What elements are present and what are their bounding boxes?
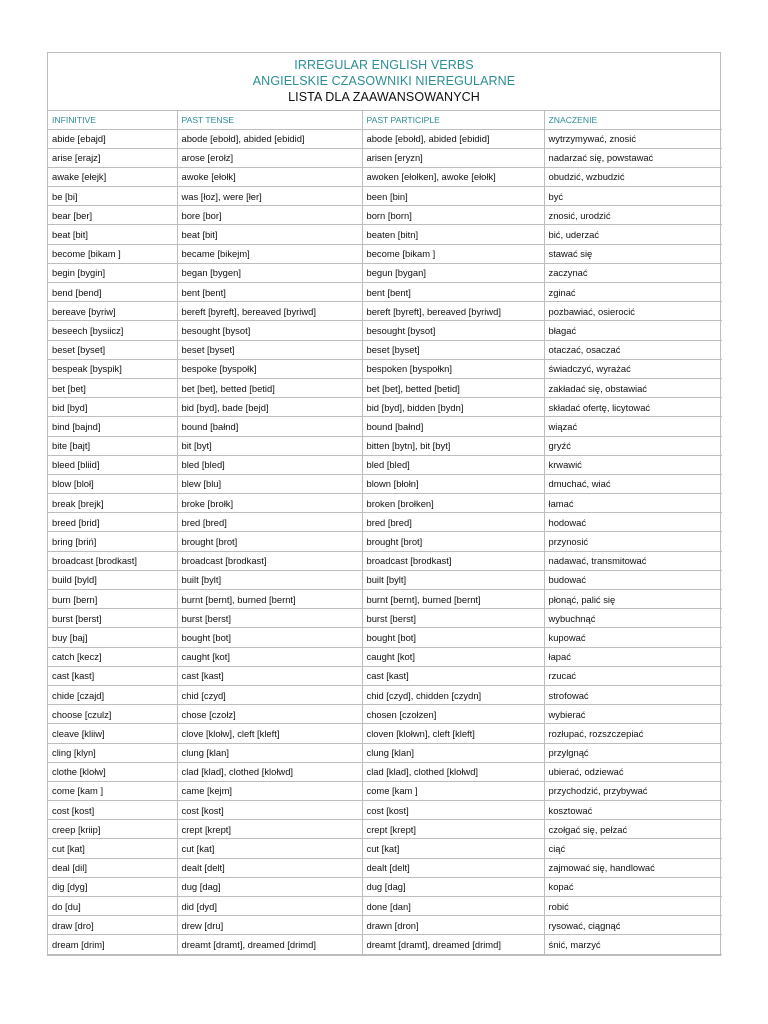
meaning-cell: czołgać się, pełzać: [544, 820, 722, 839]
past-participle-cell: begun [bygan]: [362, 263, 544, 282]
table-row: [48, 398, 722, 417]
past-tense-cell: broadcast [brodkast]: [177, 551, 362, 570]
past-participle-cell: become [bikam ]: [362, 244, 544, 263]
table-row: [48, 206, 722, 225]
table-row: [48, 685, 722, 704]
meaning-cell: rozłupać, rozszczepiać: [544, 724, 722, 743]
meaning-cell: pozbawiać, osierocić: [544, 302, 722, 321]
past-tense-cell: did [dyd]: [177, 897, 362, 916]
past-tense-cell: clung [klan]: [177, 743, 362, 762]
meaning-cell: wybuchnąć: [544, 609, 722, 628]
table-row: [48, 781, 722, 800]
meaning-cell: ciąć: [544, 839, 722, 858]
meaning-cell: zajmować się, handlować: [544, 858, 722, 877]
past-participle-cell: besought [bysot]: [362, 321, 544, 340]
past-tense-cell: beset [byset]: [177, 340, 362, 359]
past-participle-cell: caught [kot]: [362, 647, 544, 666]
infinitive-cell: bite [bajt]: [48, 436, 177, 455]
past-tense-cell: awoke [ełołk]: [177, 167, 362, 186]
past-participle-cell: bereft [byreft], bereaved [byriwd]: [362, 302, 544, 321]
past-participle-cell: chosen [czołzen]: [362, 705, 544, 724]
past-tense-cell: came [kejm]: [177, 781, 362, 800]
table-row: [48, 148, 722, 167]
infinitive-cell: buy [baj]: [48, 628, 177, 647]
infinitive-cell: bind [bajnd]: [48, 417, 177, 436]
past-participle-cell: cost [kost]: [362, 801, 544, 820]
infinitive-cell: deal [dil]: [48, 858, 177, 877]
past-tense-cell: chid [czyd]: [177, 685, 362, 704]
past-tense-cell: bit [byt]: [177, 436, 362, 455]
table-row: [48, 455, 722, 474]
past-participle-cell: bitten [bytn], bit [byt]: [362, 436, 544, 455]
past-participle-cell: cast [kast]: [362, 666, 544, 685]
past-tense-cell: clad [klad], clothed [klołwd]: [177, 762, 362, 781]
meaning-cell: otaczać, osaczać: [544, 340, 722, 359]
infinitive-cell: abide [ebajd]: [48, 129, 177, 148]
title-subtitle: LISTA DLA ZAAWANSOWANYCH: [288, 90, 480, 104]
past-participle-cell: broken [brołken]: [362, 494, 544, 513]
infinitive-cell: broadcast [brodkast]: [48, 551, 177, 570]
infinitive-cell: bring [briń]: [48, 532, 177, 551]
meaning-cell: zakładać się, obstawiać: [544, 378, 722, 397]
past-participle-cell: dealt [delt]: [362, 858, 544, 877]
infinitive-cell: beat [bit]: [48, 225, 177, 244]
infinitive-cell: cost [kost]: [48, 801, 177, 820]
table-row: [48, 705, 722, 724]
past-tense-cell: clove [klołw], cleft [kleft]: [177, 724, 362, 743]
table-row: [48, 436, 722, 455]
header-infinitive: INFINITIVE: [48, 111, 177, 129]
past-participle-cell: bet [bet], betted [betid]: [362, 378, 544, 397]
table-row: [48, 858, 722, 877]
infinitive-cell: beseech [bysiicz]: [48, 321, 177, 340]
past-participle-cell: bought [bot]: [362, 628, 544, 647]
past-tense-cell: dreamt [dramt], dreamed [drimd]: [177, 935, 362, 954]
infinitive-cell: beset [byset]: [48, 340, 177, 359]
past-tense-cell: burnt [bernt], burned [bernt]: [177, 590, 362, 609]
past-tense-cell: cast [kast]: [177, 666, 362, 685]
past-participle-cell: bound [bałnd]: [362, 417, 544, 436]
past-tense-cell: bid [byd], bade [bejd]: [177, 398, 362, 417]
past-participle-cell: burnt [bernt], burned [bernt]: [362, 590, 544, 609]
past-participle-cell: beset [byset]: [362, 340, 544, 359]
past-participle-cell: clad [klad], clothed [klołwd]: [362, 762, 544, 781]
past-tense-cell: broke [brołk]: [177, 494, 362, 513]
past-tense-cell: bought [bot]: [177, 628, 362, 647]
past-tense-cell: cost [kost]: [177, 801, 362, 820]
past-participle-cell: bred [bred]: [362, 513, 544, 532]
table-row: [48, 724, 722, 743]
past-participle-cell: brought [brot]: [362, 532, 544, 551]
meaning-cell: wybierać: [544, 705, 722, 724]
table-row: [48, 321, 722, 340]
infinitive-cell: choose [czulz]: [48, 705, 177, 724]
infinitive-cell: bend [bend]: [48, 283, 177, 302]
past-tense-cell: dug [dag]: [177, 877, 362, 896]
meaning-cell: kosztować: [544, 801, 722, 820]
header-row: [48, 111, 722, 129]
past-tense-cell: beat [bit]: [177, 225, 362, 244]
meaning-cell: przynosić: [544, 532, 722, 551]
infinitive-cell: begin [bygin]: [48, 263, 177, 282]
past-participle-cell: cloven [klołwn], cleft [kleft]: [362, 724, 544, 743]
meaning-cell: gryźć: [544, 436, 722, 455]
past-participle-cell: dug [dag]: [362, 877, 544, 896]
past-participle-cell: chid [czyd], chidden [czydn]: [362, 685, 544, 704]
past-tense-cell: burst [berst]: [177, 609, 362, 628]
past-tense-cell: blew [blu]: [177, 474, 362, 493]
meaning-cell: wiązać: [544, 417, 722, 436]
infinitive-cell: clothe [klołw]: [48, 762, 177, 781]
past-participle-cell: drawn [dron]: [362, 916, 544, 935]
header-meaning: ZNACZENIE: [544, 111, 722, 129]
meaning-cell: znosić, urodzić: [544, 206, 722, 225]
past-tense-cell: built [bylt]: [177, 570, 362, 589]
table-row: [48, 551, 722, 570]
table-row: [48, 935, 722, 954]
past-tense-cell: cut [kat]: [177, 839, 362, 858]
meaning-cell: nadarzać się, powstawać: [544, 148, 722, 167]
infinitive-cell: dream [drim]: [48, 935, 177, 954]
past-participle-cell: clung [klan]: [362, 743, 544, 762]
header-past-tense: PAST TENSE: [177, 111, 362, 129]
meaning-cell: hodować: [544, 513, 722, 532]
past-participle-cell: done [dan]: [362, 897, 544, 916]
past-tense-cell: caught [kot]: [177, 647, 362, 666]
meaning-cell: stawać się: [544, 244, 722, 263]
table-row: [48, 590, 722, 609]
past-tense-cell: was [łoz], were [łer]: [177, 187, 362, 206]
table-row: [48, 916, 722, 935]
title-polish: ANGIELSKIE CZASOWNIKI NIEREGULARNE: [252, 74, 516, 88]
table-row: [48, 378, 722, 397]
table-row: [48, 628, 722, 647]
table-row: [48, 129, 722, 148]
table-row: [48, 302, 722, 321]
table-row: [48, 263, 722, 282]
past-participle-cell: been [bin]: [362, 187, 544, 206]
past-participle-cell: beaten [bitn]: [362, 225, 544, 244]
infinitive-cell: dig [dyg]: [48, 877, 177, 896]
table-row: [48, 647, 722, 666]
table-row: [48, 494, 722, 513]
past-tense-cell: arose [erołz]: [177, 148, 362, 167]
infinitive-cell: burn [bern]: [48, 590, 177, 609]
past-participle-cell: bled [bled]: [362, 455, 544, 474]
meaning-cell: płonąć, palić się: [544, 590, 722, 609]
infinitive-cell: bear [ber]: [48, 206, 177, 225]
meaning-cell: ubierać, odziewać: [544, 762, 722, 781]
infinitive-cell: come [kam ]: [48, 781, 177, 800]
past-participle-cell: crept [krept]: [362, 820, 544, 839]
past-tense-cell: bound [bałnd]: [177, 417, 362, 436]
past-tense-cell: chose [czołz]: [177, 705, 362, 724]
table-row: [48, 340, 722, 359]
infinitive-cell: cleave [kliiw]: [48, 724, 177, 743]
past-tense-cell: bore [bor]: [177, 206, 362, 225]
meaning-cell: łapać: [544, 647, 722, 666]
meaning-cell: bić, uderzać: [544, 225, 722, 244]
infinitive-cell: bereave [byriw]: [48, 302, 177, 321]
past-tense-cell: bereft [byreft], bereaved [byriwd]: [177, 302, 362, 321]
meaning-cell: kupować: [544, 628, 722, 647]
meaning-cell: krwawić: [544, 455, 722, 474]
meaning-cell: nadawać, transmitować: [544, 551, 722, 570]
past-participle-cell: blown [błołn]: [362, 474, 544, 493]
table-row: [48, 244, 722, 263]
meaning-cell: strofować: [544, 685, 722, 704]
infinitive-cell: break [brejk]: [48, 494, 177, 513]
infinitive-cell: do [du]: [48, 897, 177, 916]
verb-table-body: [48, 129, 722, 954]
infinitive-cell: become [bikam ]: [48, 244, 177, 263]
infinitive-cell: build [byld]: [48, 570, 177, 589]
past-tense-cell: bet [bet], betted [betid]: [177, 378, 362, 397]
table-row: [48, 359, 722, 378]
past-participle-cell: arisen [eryzn]: [362, 148, 544, 167]
table-row: [48, 417, 722, 436]
meaning-cell: składać ofertę, licytować: [544, 398, 722, 417]
header-past-participle: PAST PARTICIPLE: [362, 111, 544, 129]
meaning-cell: obudzić, wzbudzić: [544, 167, 722, 186]
past-participle-cell: dreamt [dramt], dreamed [drimd]: [362, 935, 544, 954]
past-tense-cell: dealt [delt]: [177, 858, 362, 877]
meaning-cell: łamać: [544, 494, 722, 513]
past-tense-cell: besought [bysot]: [177, 321, 362, 340]
meaning-cell: rzucać: [544, 666, 722, 685]
meaning-cell: rysować, ciągnąć: [544, 916, 722, 935]
meaning-cell: robić: [544, 897, 722, 916]
meaning-cell: dmuchać, wiać: [544, 474, 722, 493]
meaning-cell: przylgnąć: [544, 743, 722, 762]
past-tense-cell: drew [dru]: [177, 916, 362, 935]
meaning-cell: przychodzić, przybywać: [544, 781, 722, 800]
table-row: [48, 609, 722, 628]
past-participle-cell: built [bylt]: [362, 570, 544, 589]
table-row: [48, 513, 722, 532]
verb-sheet: [47, 52, 721, 956]
title-block: [48, 53, 720, 111]
past-tense-cell: bred [bred]: [177, 513, 362, 532]
past-participle-cell: cut [kat]: [362, 839, 544, 858]
infinitive-cell: breed [brid]: [48, 513, 177, 532]
table-row: [48, 666, 722, 685]
table-row: [48, 167, 722, 186]
infinitive-cell: bet [bet]: [48, 378, 177, 397]
infinitive-cell: awake [ełejk]: [48, 167, 177, 186]
infinitive-cell: cling [klyn]: [48, 743, 177, 762]
infinitive-cell: catch [kecz]: [48, 647, 177, 666]
table-row: [48, 570, 722, 589]
infinitive-cell: chide [czajd]: [48, 685, 177, 704]
table-row: [48, 897, 722, 916]
past-tense-cell: brought [brot]: [177, 532, 362, 551]
infinitive-cell: bespeak [byspik]: [48, 359, 177, 378]
past-participle-cell: awoken [ełołken], awoke [ełołk]: [362, 167, 544, 186]
table-row: [48, 820, 722, 839]
table-row: [48, 532, 722, 551]
table-row: [48, 762, 722, 781]
table-row: [48, 839, 722, 858]
infinitive-cell: burst [berst]: [48, 609, 177, 628]
meaning-cell: błagać: [544, 321, 722, 340]
verb-table: [48, 111, 722, 955]
past-participle-cell: abode [ebołd], abided [ebidid]: [362, 129, 544, 148]
table-row: [48, 187, 722, 206]
meaning-cell: budować: [544, 570, 722, 589]
title-english: IRREGULAR ENGLISH VERBS: [294, 58, 474, 72]
past-participle-cell: come [kam ]: [362, 781, 544, 800]
table-row: [48, 283, 722, 302]
table-row: [48, 225, 722, 244]
past-participle-cell: burst [berst]: [362, 609, 544, 628]
past-participle-cell: bid [byd], bidden [bydn]: [362, 398, 544, 417]
past-participle-cell: bent [bent]: [362, 283, 544, 302]
infinitive-cell: bleed [bliid]: [48, 455, 177, 474]
meaning-cell: zginać: [544, 283, 722, 302]
infinitive-cell: be [bi]: [48, 187, 177, 206]
past-tense-cell: became [bikejm]: [177, 244, 362, 263]
infinitive-cell: cut [kat]: [48, 839, 177, 858]
past-participle-cell: bespoken [byspołkn]: [362, 359, 544, 378]
past-tense-cell: crept [krept]: [177, 820, 362, 839]
infinitive-cell: draw [dro]: [48, 916, 177, 935]
table-row: [48, 474, 722, 493]
table-row: [48, 801, 722, 820]
meaning-cell: wytrzymywać, znosić: [544, 129, 722, 148]
past-tense-cell: abode [ebołd], abided [ebidid]: [177, 129, 362, 148]
past-participle-cell: broadcast [brodkast]: [362, 551, 544, 570]
meaning-cell: zaczynać: [544, 263, 722, 282]
infinitive-cell: cast [kast]: [48, 666, 177, 685]
meaning-cell: śnić, marzyć: [544, 935, 722, 954]
past-tense-cell: began [bygen]: [177, 263, 362, 282]
infinitive-cell: creep [kriip]: [48, 820, 177, 839]
infinitive-cell: bid [byd]: [48, 398, 177, 417]
meaning-cell: być: [544, 187, 722, 206]
past-participle-cell: born [born]: [362, 206, 544, 225]
table-row: [48, 877, 722, 896]
meaning-cell: kopać: [544, 877, 722, 896]
infinitive-cell: blow [bloł]: [48, 474, 177, 493]
past-tense-cell: bespoke [byspołk]: [177, 359, 362, 378]
infinitive-cell: arise [erajz]: [48, 148, 177, 167]
table-row: [48, 743, 722, 762]
meaning-cell: świadczyć, wyrażać: [544, 359, 722, 378]
past-tense-cell: bent [bent]: [177, 283, 362, 302]
past-tense-cell: bled [bled]: [177, 455, 362, 474]
